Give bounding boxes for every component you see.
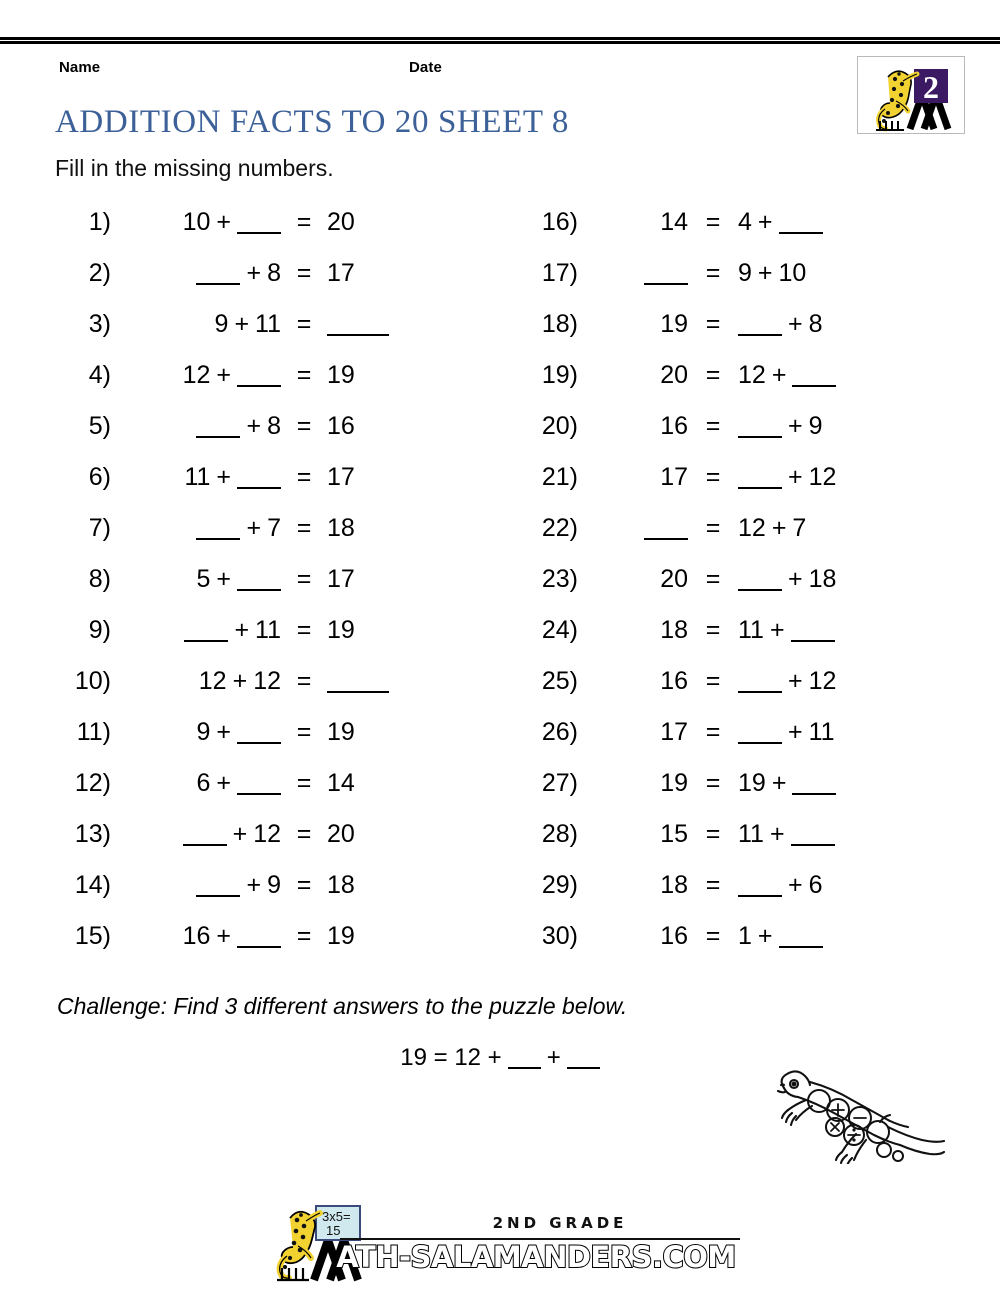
operator-plus: + [788,667,803,695]
operand-a: 5 [196,565,211,593]
equals-sign: = [705,412,721,440]
problem-row [57,513,487,564]
problem-result [327,870,355,900]
operator-plus: + [788,871,803,899]
problem-number: 14) [74,871,111,899]
mascot-board-bottom-text: 15 [326,1223,341,1238]
problem-result [327,411,355,441]
problem-expression [111,309,281,339]
problem-number: 6) [88,463,111,491]
problem-expression [111,615,281,645]
problem-result [327,615,355,645]
name-label: Name [59,59,101,76]
problem-number: 29) [541,871,578,899]
problem-number: 1) [88,208,111,236]
operand-b[interactable] [792,793,836,795]
problem-total [578,258,688,288]
problem-number: 10) [74,667,111,695]
operand-b[interactable] [779,946,823,948]
operand-b: 7 [792,514,807,542]
result-value: 14 [327,769,355,797]
operand-b: 7 [267,514,281,542]
equals-sign: = [296,412,312,440]
problem-expression [738,462,836,492]
problem-expression [111,666,281,696]
operand-b: 11 [255,310,281,338]
problem-row [57,411,487,462]
operator-plus: + [246,412,262,440]
problem-row [524,615,954,666]
problem-number: 19) [541,361,578,389]
problem-row [524,513,954,564]
operator-plus: + [771,769,787,797]
problem-expression [738,564,836,594]
problem-row [57,921,487,972]
operator-plus: + [216,718,231,746]
problem-expression [738,309,823,339]
problem-expression [738,819,835,849]
ground-hatching-icon [876,121,904,130]
result-value: 19 [327,361,355,389]
problem-row [57,717,487,768]
operator-plus: + [771,514,787,542]
result-value: 19 [327,718,355,746]
problem-row [524,870,954,921]
operand-a: 6 [196,769,211,797]
problem-expression [738,615,835,645]
problem-result [327,819,355,849]
operand-a[interactable] [738,691,782,693]
equals-sign: = [296,667,312,695]
problem-expression [111,513,281,543]
result-value[interactable] [327,334,389,336]
equals-sign: = [296,208,312,236]
operand-a: 16 [182,922,211,950]
problem-row [524,921,954,972]
result-value: 20 [327,820,355,848]
result-value: 19 [327,922,355,950]
problem-result [327,921,355,951]
operand-b[interactable] [779,232,823,234]
spot-plain-4 [893,1151,903,1161]
problem-row [524,768,954,819]
equals-sign: = [705,361,721,389]
equals-sign: = [296,259,312,287]
problem-result [327,207,355,237]
operand-a: 12 [198,667,227,695]
operand-b: 8 [267,412,281,440]
equals-sign: = [705,565,721,593]
operand-b: 8 [267,259,281,287]
operator-plus: + [788,565,803,593]
equals-sign: = [705,463,721,491]
problem-number: 16) [541,208,578,236]
operand-a[interactable] [738,487,782,489]
problem-number: 24) [541,616,578,644]
operator-plus: + [246,871,262,899]
problem-total [578,870,688,900]
problem-number: 25) [541,667,578,695]
problem-number: 18) [541,310,578,338]
operand-b[interactable] [237,946,281,948]
total-value[interactable] [644,283,688,285]
problem-expression [111,717,281,747]
problem-row [524,360,954,411]
operand-b[interactable] [237,232,281,234]
total-value: 18 [660,871,688,899]
problem-total [578,615,688,645]
total-value: 20 [660,565,688,593]
result-value: 18 [327,871,355,899]
problem-row [524,309,954,360]
operator-plus: + [769,820,785,848]
footer-logo [268,1196,738,1282]
problem-row [57,564,487,615]
problem-expression [111,462,281,492]
operand-a: 1 [738,922,752,950]
problem-number: 11) [76,718,111,746]
problem-number: 4) [88,361,111,389]
equals-sign: = [296,769,312,797]
operand-b[interactable] [791,844,835,846]
operator-plus: + [757,208,773,236]
operand-a[interactable] [184,640,228,642]
problem-expression [738,513,806,543]
problem-number: 20) [541,412,578,440]
page-title: ADDITION FACTS TO 20 SHEET 8 [55,104,569,140]
operand-b: 12 [808,463,837,491]
problem-expression [738,717,835,747]
equals-sign: = [296,922,312,950]
operator-plus: + [234,616,250,644]
operator-plus: + [232,820,248,848]
problem-expression [111,768,281,798]
salamander-writing-icon [858,57,964,133]
problem-expression [738,666,836,696]
problem-row [524,411,954,462]
problem-row [524,207,954,258]
problem-row [57,768,487,819]
problem-number: 27) [541,769,578,797]
problem-expression [111,819,281,849]
operand-b: 9 [808,412,823,440]
problem-expression [111,360,281,390]
problem-result [327,513,355,543]
operator-plus: + [216,208,231,236]
operator-plus: + [216,361,231,389]
problem-total [578,768,688,798]
operand-a: 9 [214,310,229,338]
operator-plus: + [757,922,773,950]
date-label: Date [409,59,442,76]
problem-total [578,666,688,696]
problem-number: 9) [88,616,111,644]
total-value: 14 [660,208,688,236]
problem-result [327,717,355,747]
total-value: 20 [660,361,688,389]
problems-column-right [524,207,954,972]
challenge-equation-plus: + [546,1044,561,1071]
equals-sign: = [705,208,721,236]
problem-number: 30) [541,922,578,950]
operand-a: 12 [738,514,766,542]
operand-a[interactable] [738,742,782,744]
problem-total [578,921,688,951]
operand-a[interactable] [183,844,227,846]
problem-expression [111,207,281,237]
operand-b[interactable] [237,742,281,744]
grade-badge [857,56,965,134]
operand-b: 11 [808,718,835,746]
total-value: 16 [660,667,688,695]
operand-b: 10 [778,259,807,287]
operator-plus: + [216,769,231,797]
problem-total [578,819,688,849]
problem-row [524,717,954,768]
equals-sign: = [705,871,721,899]
equals-sign: = [296,565,312,593]
equals-sign: = [705,718,721,746]
operand-b: 11 [255,616,281,644]
operand-a: 12 [738,361,766,389]
result-value: 19 [327,616,355,644]
problem-row [57,666,487,717]
problem-expression [738,411,823,441]
challenge-equation-prefix: 19 = 12 + [400,1044,502,1071]
problem-number: 5) [88,412,111,440]
problem-number: 22) [541,514,578,542]
result-value: 16 [327,412,355,440]
problem-expression [738,921,823,951]
result-value: 17 [327,463,355,491]
operator-plus: + [757,259,773,287]
operator-plus: + [788,463,803,491]
operand-a[interactable] [196,283,240,285]
header-divider-rule [0,37,1000,44]
total-value[interactable] [644,538,688,540]
problem-row [57,462,487,513]
problem-total [578,207,688,237]
total-value: 16 [660,922,688,950]
problem-expression [111,921,281,951]
equals-sign: = [705,310,721,338]
operand-b[interactable] [237,793,281,795]
problem-total [578,564,688,594]
grade-number: 2 [923,69,939,105]
operand-a[interactable] [738,589,782,591]
problem-row [524,258,954,309]
challenge-blank-1[interactable] [508,1067,541,1069]
problem-expression [111,258,281,288]
operand-a: 9 [196,718,211,746]
total-value: 19 [660,769,688,797]
problem-expression [738,207,823,237]
operand-a: 11 [184,463,211,491]
total-value: 18 [660,616,688,644]
equals-sign: = [296,310,312,338]
equals-sign: = [705,616,721,644]
result-value: 17 [327,565,355,593]
operator-plus: + [246,259,262,287]
total-value: 19 [660,310,688,338]
problem-row [57,207,487,258]
problem-expression [738,870,823,900]
problem-expression [111,870,281,900]
equals-sign: = [705,514,721,542]
problem-row [57,258,487,309]
equals-sign: = [296,871,312,899]
problem-row [57,819,487,870]
problem-number: 23) [541,565,578,593]
salamander-outline-icon [762,1042,947,1164]
problem-row [57,360,487,411]
problem-row [524,564,954,615]
instruction-text: Fill in the missing numbers. [55,155,334,181]
operand-a: 12 [182,361,211,389]
operator-plus: + [232,667,248,695]
footer-grade-text: 2ND GRADE [492,1214,628,1232]
challenge-blank-2[interactable] [567,1067,600,1069]
problem-expression [111,564,281,594]
header-divider-inner-line [0,40,1000,41]
footer-site-text: ATH-SALAMANDERS.COM [336,1240,736,1274]
operand-a[interactable] [738,436,782,438]
operand-a: 4 [738,208,752,236]
operand-a[interactable] [196,436,240,438]
problem-row [524,666,954,717]
operator-plus: + [788,412,803,440]
problem-row [57,309,487,360]
operator-plus: + [246,514,262,542]
total-value: 17 [660,718,688,746]
equals-sign: = [705,769,721,797]
result-value: 18 [327,514,355,542]
problem-number: 17) [541,259,578,287]
equals-sign: = [705,922,721,950]
equals-sign: = [705,820,721,848]
operand-a: 9 [738,259,752,287]
problems-column-left [57,207,487,972]
total-value: 17 [660,463,688,491]
mascot-board-top-text: 3x5= [322,1209,351,1224]
operand-a: 11 [738,820,764,848]
problem-number: 12) [74,769,111,797]
problem-number: 15) [74,922,111,950]
operator-plus: + [788,310,803,338]
problem-result [327,309,389,339]
equals-sign: = [296,616,312,644]
operand-b: 6 [808,871,823,899]
result-value: 17 [327,259,355,287]
operand-a[interactable] [196,895,240,897]
result-value[interactable] [327,691,389,693]
result-value: 20 [327,208,355,236]
operand-a[interactable] [196,538,240,540]
operand-b: 9 [267,871,281,899]
operator-plus: + [771,361,787,389]
problem-result [327,360,355,390]
challenge-prompt: Challenge: Find 3 different answers to the puzzle below. [57,993,628,1019]
name-date-row [59,59,939,81]
operand-a: 11 [738,616,764,644]
total-value: 16 [660,412,688,440]
operand-b: 12 [253,820,281,848]
problem-number: 13) [74,820,111,848]
problem-total [578,513,688,543]
spot-plain-3 [877,1143,891,1157]
problem-expression [738,258,806,288]
problem-number: 26) [541,718,578,746]
problem-result [327,258,355,288]
problem-row [57,615,487,666]
operand-b[interactable] [791,640,835,642]
operator-plus: + [216,565,231,593]
problem-total [578,717,688,747]
equals-sign: = [296,361,312,389]
total-value: 15 [660,820,688,848]
problem-row [524,462,954,513]
problem-number: 3) [88,310,111,338]
problem-total [578,411,688,441]
problem-total [578,360,688,390]
problem-row [524,819,954,870]
operand-b: 18 [808,565,837,593]
problem-result [327,768,355,798]
problem-row [57,870,487,921]
operator-plus: + [769,616,785,644]
problem-result [327,462,355,492]
operand-b: 8 [808,310,823,338]
operand-b: 12 [808,667,837,695]
operator-plus: + [234,310,250,338]
equals-sign: = [705,667,721,695]
problem-expression [738,768,836,798]
operator-plus: + [216,922,231,950]
problem-number: 21) [541,463,578,491]
problem-total [578,462,688,492]
equals-sign: = [296,463,312,491]
mascot-ground-hatching-icon [277,1268,309,1280]
equals-sign: = [296,718,312,746]
problem-number: 8) [88,565,111,593]
operand-a[interactable] [738,895,782,897]
operand-b[interactable] [237,589,281,591]
operand-b[interactable] [237,487,281,489]
problem-number: 28) [541,820,578,848]
equals-sign: = [296,514,312,542]
operand-a: 19 [738,769,766,797]
operator-plus: + [788,718,803,746]
problem-result [327,666,389,696]
problem-number: 7) [88,514,111,542]
problem-total [578,309,688,339]
equals-sign: = [705,259,721,287]
operand-a: 10 [182,208,211,236]
problem-expression [111,411,281,441]
problem-result [327,564,355,594]
problem-expression [738,360,836,390]
equals-sign: = [296,820,312,848]
operand-a[interactable] [738,334,782,336]
operand-b[interactable] [237,385,281,387]
problem-number: 2) [88,259,111,287]
operator-plus: + [216,463,231,491]
operand-b[interactable] [792,385,836,387]
operand-b: 12 [253,667,281,695]
